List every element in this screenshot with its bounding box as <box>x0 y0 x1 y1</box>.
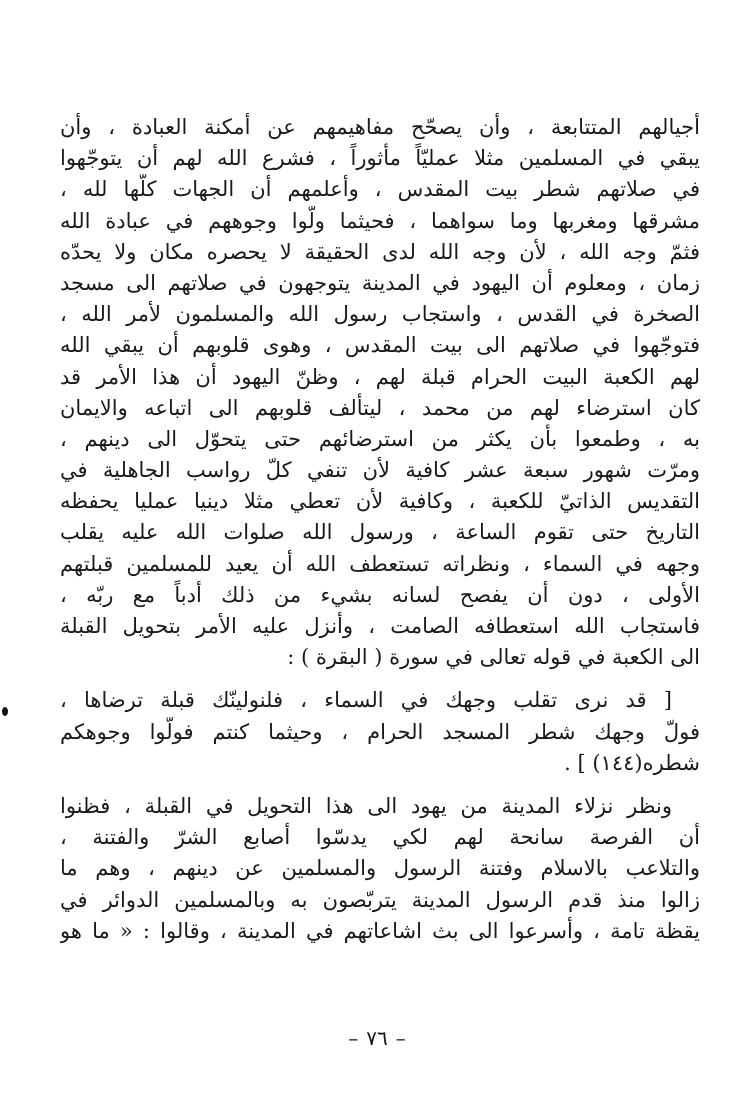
paragraph-gap <box>60 673 700 685</box>
text-line: ومرّت شهور سبعة عشر كافية لأن تنفي كلّ رواسب الجاهلية في <box>60 458 700 483</box>
text-line: زمان ، ومعلوم أن اليهود في المدينة يتوجهون في صلاتهم الى مسجد <box>60 270 700 295</box>
page-number-value: ٧٦ <box>366 1026 388 1050</box>
text-line: يقظة تامة ، وأسرعوا الى بث اشاعاتهم في المدينة ، وقالوا : « ما هو <box>60 918 700 943</box>
text-line: الصخرة في القدس ، واستجاب رسول الله والمسلمون لأمر الله ، <box>60 302 700 327</box>
quote-line: شطره(١٤٤) ] . <box>564 750 700 775</box>
margin-mark <box>2 707 8 716</box>
text-line: فاستجاب الله استعطافه الصامت ، وأنزل عليه الأمر بتحويل القبلة <box>60 614 700 638</box>
page-number-dash: – <box>395 1026 406 1050</box>
text-line: مشرقها ومغربها وما سواهما ، فحيثما ولّوا وجوههم في عبادة الله <box>60 208 700 233</box>
page-number-dash: – <box>348 1026 359 1050</box>
text-line: في صلاتهم شطر بيت المقدس ، وأعلمهم أن الجهات كلّها لله ، <box>60 177 700 202</box>
text-line: فتوجّهوا في صلاتهم الى بيت المقدس ، وهوى قلوبهم أن يبقي الله <box>60 333 700 358</box>
paragraph <box>60 791 700 947</box>
quote-line: فولّ وجهك شطر المسجد الحرام ، وحيثما كنتم فولّوا وجوهكم <box>60 719 700 744</box>
text-line: لهم الكعبة البيت الحرام قبلة لهم ، وظنّ اليهود أن هذا الأمر قد <box>60 364 700 389</box>
text-line: زالوا منذ قدم الرسول المدينة يتربّصون به وبالمسلمين الدوائر في <box>60 887 700 912</box>
text-line: أجيالهم المتتابعة ، وأن يصحّح مفاهيمهم عن أمكنة العبادة ، وأن <box>60 115 700 139</box>
text-line: التقديس الذاتيّ للكعبة ، وكافية لأن تعطي مثلا دينيا عمليا يحفظه <box>60 489 700 514</box>
text-line: به ، وطمعوا بأن يكثر من استرضائهم حتى يتحوّل الى دينهم ، <box>60 426 700 451</box>
quote-line: [ قد نرى تقلب وجهك في السماء ، فلنولينّك قبلة ترضاها ، <box>60 688 672 713</box>
page-body <box>60 112 700 1072</box>
text-line: وجهه في السماء ، ونظراته تستعطف الله أن يعيد للمسلمين قبلتهم <box>60 551 700 576</box>
text-line: التاريخ حتى تقوم الساعة ، ورسول الله صلوات الله عليه يقلب <box>60 520 700 545</box>
text-line: الى الكعبة في قوله تعالى في سورة ( البقرة ) : <box>287 645 700 670</box>
text-line: الأولى ، دون أن يفصح لسانه بشيء من ذلك أدباً مع ربّه ، <box>60 582 700 607</box>
paragraph <box>60 112 700 673</box>
text-line: ونظر نزلاء المدينة من يهود الى هذا التحويل في القبلة ، فظنوا <box>60 793 672 818</box>
text-line: يبقي في المسلمين مثلا عمليّاً مأثوراً ، فشرع الله لهم أن يتوجّهوا <box>60 146 700 171</box>
text-line: كان استرضاء لهم من محمد ، ليتألف قلوبهم الى اتباعه والايمان <box>60 395 700 420</box>
page-number <box>0 1026 754 1050</box>
text-line: والتلاعب بالاسلام وفتنة الرسول والمسلمين عن دينهم ، وهم ما <box>60 856 700 881</box>
paragraph-gap <box>60 779 700 791</box>
text-line: فثمّ وجه الله ، لأن وجه الله لدى الحقيقة لا يحصره مكان ولا يحدّه <box>60 239 700 264</box>
quote-paragraph <box>60 685 700 779</box>
text-line: أن الفرصة سانحة لهم لكي يدسّوا أصابع الشرّ والفتنة ، <box>60 825 700 850</box>
